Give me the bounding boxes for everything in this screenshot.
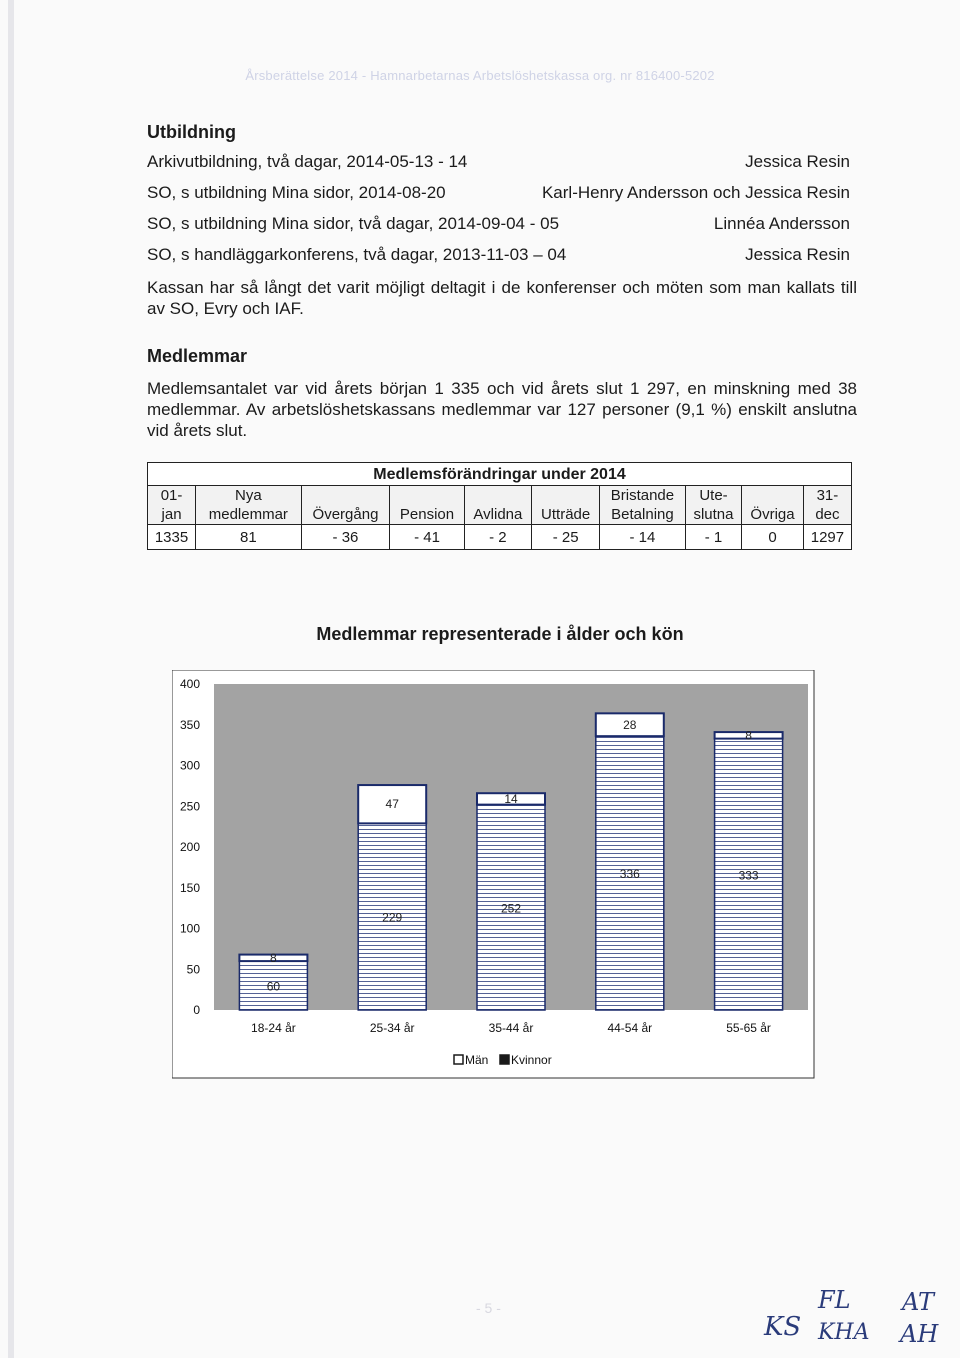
data-label-kvinna: 47 (385, 797, 399, 812)
y-tick-label: 150 (179, 880, 200, 895)
x-tick-label: 55-65 år (726, 1021, 771, 1035)
col-header: Övergång (301, 486, 390, 525)
y-tick-label: 200 (179, 840, 200, 854)
page-header: Årsberättelse 2014 - Hamnarbetarnas Arbetslöshetskassa org. nr 816400-5202 (245, 68, 715, 83)
y-tick-label: 250 (179, 799, 200, 814)
table-cell: 1297 (803, 525, 851, 550)
course-4-right: Jessica Resin (745, 245, 850, 264)
data-label-man: 333 (738, 868, 759, 883)
age-gender-chart (172, 670, 822, 1080)
table-header-row (148, 486, 852, 525)
member-changes-table (147, 462, 852, 550)
x-tick-label: 44-54 år (607, 1021, 653, 1035)
course-3-left: SO, s utbildning Mina sidor, två dagar, 2014-09-04 - 05 (147, 214, 560, 233)
table-cell: - 1 (685, 525, 741, 550)
col-header: Pension (390, 486, 464, 525)
col-header: Nya medlemmar (196, 486, 302, 525)
legend-label: Män (465, 1053, 489, 1067)
table-cell: - 25 (532, 525, 600, 550)
y-tick-label: 350 (179, 717, 200, 732)
col-header: 01- jan (148, 486, 196, 525)
signature-at: AT (902, 1288, 935, 1316)
section-heading-medlemmar: Medlemmar (147, 346, 248, 366)
course-1-right: Jessica Resin (745, 152, 850, 171)
col-header: Ute- slutna (685, 486, 741, 525)
col-header: 31- dec (803, 486, 851, 525)
table-cell: 81 (196, 525, 302, 550)
chart-title: Medlemmar representerade i ålder och kön (316, 624, 684, 644)
legend-swatch (454, 1055, 463, 1064)
course-3-right: Linnéa Andersson (713, 214, 850, 233)
data-label-kvinna: 28 (623, 717, 637, 732)
table-cell: 0 (742, 525, 804, 550)
signature-ks: KS (764, 1312, 802, 1342)
table-cell: 1335 (148, 525, 196, 550)
course-4-left: SO, s handläggarkonferens, två dagar, 2013-11-03 – 04 (147, 245, 567, 264)
y-tick-label: 300 (179, 758, 200, 773)
y-tick-label: 100 (179, 921, 200, 936)
col-header: Bristande Betalning (600, 486, 686, 525)
data-label-kvinna: 8 (745, 728, 752, 743)
y-tick-label: 0 (193, 1003, 200, 1017)
y-tick-label: 50 (186, 962, 200, 977)
data-label-man: 336 (619, 867, 640, 882)
col-header: Avlidna (464, 486, 532, 525)
medlemmar-paragraph: Medlemsantalet var vid årets början 1 335 och vid årets slut 1 297, en minskning med 38 medlemmar. Av arbetslöshetskassans medlemmar var 127 personer (9,1 %) enskilt anslutna vid årets slut. (147, 379, 857, 440)
table-cell: - 14 (600, 525, 686, 550)
utbildning-paragraph: Kassan har så långt det varit möjligt deltagit i de konferenser och möten som man kallats till av SO, Evry och IAF. (147, 278, 857, 318)
col-header: Övriga (742, 486, 804, 525)
legend-label: Kvinnor (511, 1053, 552, 1067)
scan-edge (8, 0, 14, 1358)
table-values-row (148, 525, 852, 550)
data-label-man: 60 (266, 979, 281, 994)
course-2-left: SO, s utbildning Mina sidor, 2014-08-20 (147, 183, 446, 202)
course-2-right: Karl-Henry Andersson och Jessica Resin (541, 183, 850, 202)
data-label-man: 229 (382, 910, 403, 925)
x-tick-label: 25-34 år (369, 1021, 415, 1035)
page-number: - 5 - (476, 1300, 501, 1316)
signature-ah: AH (900, 1320, 939, 1348)
table-cell: - 2 (464, 525, 532, 550)
signature-fl: FL (818, 1286, 851, 1314)
data-label-kvinna: 8 (270, 950, 277, 965)
col-header: Utträde (532, 486, 600, 525)
table-title: Medlemsförändringar under 2014 (148, 463, 852, 486)
section-heading-utbildning: Utbildning (147, 122, 236, 142)
legend-swatch (500, 1055, 509, 1064)
x-tick-label: 18-24 år (251, 1021, 296, 1035)
data-label-man: 252 (500, 901, 522, 916)
x-tick-label: 35-44 år (488, 1021, 534, 1035)
y-tick-label: 400 (179, 677, 200, 691)
signature-kha: KHA (818, 1320, 870, 1345)
course-1-left: Arkivutbildning, två dagar, 2014-05-13 - 14 (147, 152, 468, 171)
table-cell: - 36 (301, 525, 390, 550)
data-label-kvinna: 14 (504, 791, 518, 806)
table-cell: - 41 (390, 525, 464, 550)
